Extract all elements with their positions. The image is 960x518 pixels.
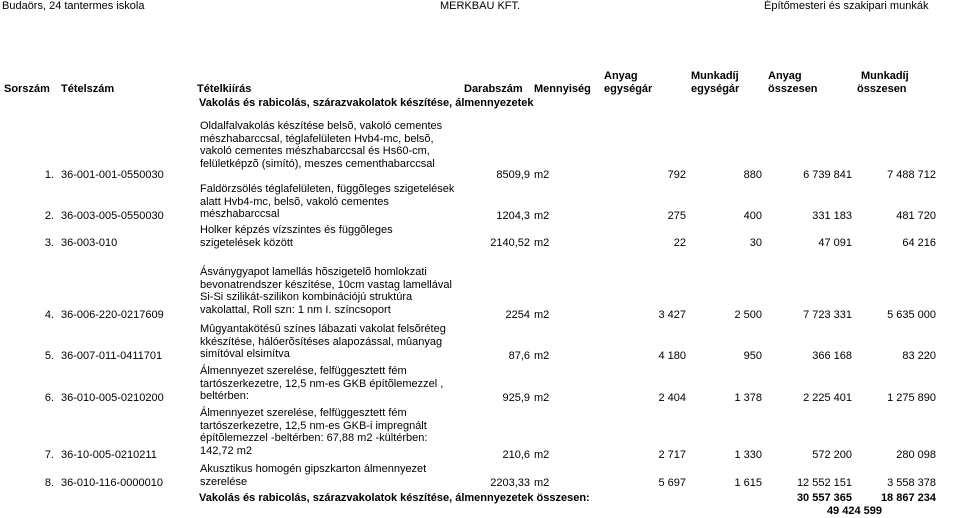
row-number: 6.: [44, 392, 54, 404]
row-labor-unit-price: 30: [749, 237, 762, 249]
row-material-total: 6 739 841: [803, 169, 852, 181]
row-labor-total: 481 720: [896, 210, 936, 222]
row-code: 36-10-005-0210211: [61, 449, 157, 461]
row-labor-unit-price: 2 500: [734, 309, 762, 321]
row-labor-total: 280 098: [896, 449, 936, 461]
row-labor-total: 3 558 378: [887, 477, 936, 489]
row-labor-unit-price: 1 378: [734, 392, 762, 404]
row-description: Faldörzsölés téglafelületen, függõleges szigetelések alatt Hvb4-mc, belsõ, vakoló cementes mészhabarccsal: [200, 183, 455, 220]
row-unit: m2: [534, 309, 550, 321]
row-quantity: 2140,52: [490, 237, 530, 249]
row-number: 2.: [44, 210, 54, 222]
row-labor-unit-price: 400: [743, 210, 762, 222]
summary-label: Vakolás és rabicolás, szárazvakolatok készítése, álmennyezetek összesen:: [199, 492, 590, 504]
row-quantity: 210,6: [502, 449, 530, 461]
row-description: Oldalfalvakolás készítése belsõ, vakoló cementes mészhabarccsal, téglafelületen Hvb4-mc, belsõ, vakoló cementes mészhabarccsal és Hs60-cm, felületképzõ (simító), meszes cementhabarccsal: [200, 120, 443, 170]
row-unit: m2: [534, 350, 550, 362]
row-material-unit-price: 4 180: [658, 350, 686, 362]
col-anyag-egysegar-1: Anyag: [604, 70, 638, 82]
col-munkadij-osszesen-1: Munkadíj: [861, 70, 909, 82]
col-tetelszam: Tételszám: [61, 83, 115, 95]
row-description: Álmennyezet szerelése, felfüggesztett fém tartószerkezetre, 12,5 nm-es GKB-i impregnált építõlemezzel -beltérben: 67,88 m2 -kültérben: 142,72 m2: [200, 407, 428, 457]
row-number: 4.: [44, 309, 54, 321]
row-code: 36-010-005-0210200: [61, 392, 164, 404]
col-anyag-egysegar-2: egységár: [604, 83, 653, 95]
row-quantity: 2254: [505, 309, 530, 321]
row-material-unit-price: 3 427: [658, 309, 686, 321]
row-code: 36-006-220-0217609: [61, 309, 164, 321]
row-unit: m2: [534, 392, 550, 404]
row-material-unit-price: 2 717: [658, 449, 686, 461]
col-munkadij-egysegar-1: Munkadíj: [691, 70, 739, 82]
col-darabszam: Darabszám: [464, 83, 523, 95]
row-labor-total: 7 488 712: [887, 169, 936, 181]
col-tetelkiiras: Tételkiírás: [197, 83, 252, 95]
row-unit: m2: [534, 169, 550, 181]
row-material-total: 7 723 331: [803, 309, 852, 321]
header-center: MERKBAU KFT.: [440, 0, 521, 12]
row-number: 3.: [44, 237, 54, 249]
row-description: Holker képzés vízszintes és függõleges szigetelések között: [200, 224, 393, 249]
col-anyag-osszesen-2: összesen: [768, 83, 818, 95]
row-material-unit-price: 275: [667, 210, 686, 222]
row-code: 36-003-005-0550030: [61, 210, 164, 222]
row-labor-unit-price: 950: [743, 350, 762, 362]
row-unit: m2: [534, 210, 550, 222]
row-code: 36-010-116-0000010: [61, 477, 163, 489]
row-description: Mûgyantakötésû színes lábazati vakolat felsõréteg kkészítése, hálóerõsítéses alapozással, mûanyag simítóval elsimítva: [200, 323, 446, 360]
row-quantity: 8509,9: [496, 169, 530, 181]
row-description: Ásványgyapot lamellás hõszigetelõ homlokzati bevonatrendszer készítése, 10cm vastag lamellával Si-Si szilikát-szilikon kombinációjú struktúra vakolattal, Roll szn: 1 nm I. színcsoport: [200, 266, 452, 316]
row-material-total: 12 552 151: [796, 477, 852, 489]
row-number: 7.: [44, 449, 54, 461]
row-material-total: 47 091: [818, 237, 852, 249]
row-material-unit-price: 2 404: [658, 392, 686, 404]
row-quantity: 2203,33: [490, 477, 530, 489]
col-munkadij-osszesen-2: összesen: [857, 83, 907, 95]
row-code: 36-001-001-0550030: [61, 169, 164, 181]
row-code: 36-003-010: [61, 237, 118, 249]
row-unit: m2: [534, 449, 550, 461]
row-description: Akusztikus homogén gipszkarton álmennyezet szerelése: [200, 463, 427, 488]
section-title: Vakolás és rabicolás, szárazvakolatok készítése, álmennyezetek: [199, 97, 534, 109]
row-material-unit-price: 22: [673, 237, 686, 249]
row-material-total: 572 200: [812, 449, 852, 461]
row-code: 36-007-011-0411701: [61, 350, 163, 362]
row-number: 5.: [44, 350, 54, 362]
row-material-total: 331 183: [812, 210, 852, 222]
row-labor-unit-price: 880: [743, 169, 762, 181]
grand-total: 49 424 599: [826, 505, 882, 517]
row-material-total: 2 225 401: [803, 392, 852, 404]
row-material-unit-price: 792: [667, 169, 686, 181]
row-labor-total: 5 635 000: [887, 309, 936, 321]
header-right: Építőmesteri és szakipari munkák: [764, 0, 929, 12]
col-mennyiseg: Mennyiség: [534, 83, 591, 95]
row-labor-total: 1 275 890: [887, 392, 936, 404]
row-unit: m2: [534, 477, 550, 489]
row-labor-total: 64 216: [902, 237, 936, 249]
col-sorszam: Sorszám: [4, 83, 50, 95]
row-material-unit-price: 5 697: [658, 477, 686, 489]
summary-material-total: 30 557 365: [796, 492, 852, 504]
row-description: Álmennyezet szerelése, felfüggesztett fém tartószerkezetre, 12,5 nm-es GKB építõlemezzel , beltérben:: [200, 365, 444, 402]
row-labor-total: 83 220: [902, 350, 936, 362]
row-labor-unit-price: 1 615: [734, 477, 762, 489]
row-quantity: 925,9: [502, 392, 530, 404]
row-unit: m2: [534, 237, 550, 249]
row-quantity: 1204,3: [496, 210, 530, 222]
col-munkadij-egysegar-2: egységár: [691, 83, 740, 95]
col-anyag-osszesen-1: Anyag: [768, 70, 802, 82]
row-material-total: 366 168: [812, 350, 852, 362]
summary-labor-total: 18 867 234: [880, 492, 936, 504]
row-quantity: 87,6: [508, 350, 530, 362]
header-left: Budaörs, 24 tantermes iskola: [2, 0, 145, 12]
row-number: 1.: [44, 169, 54, 181]
row-number: 8.: [44, 477, 54, 489]
row-labor-unit-price: 1 330: [734, 449, 762, 461]
